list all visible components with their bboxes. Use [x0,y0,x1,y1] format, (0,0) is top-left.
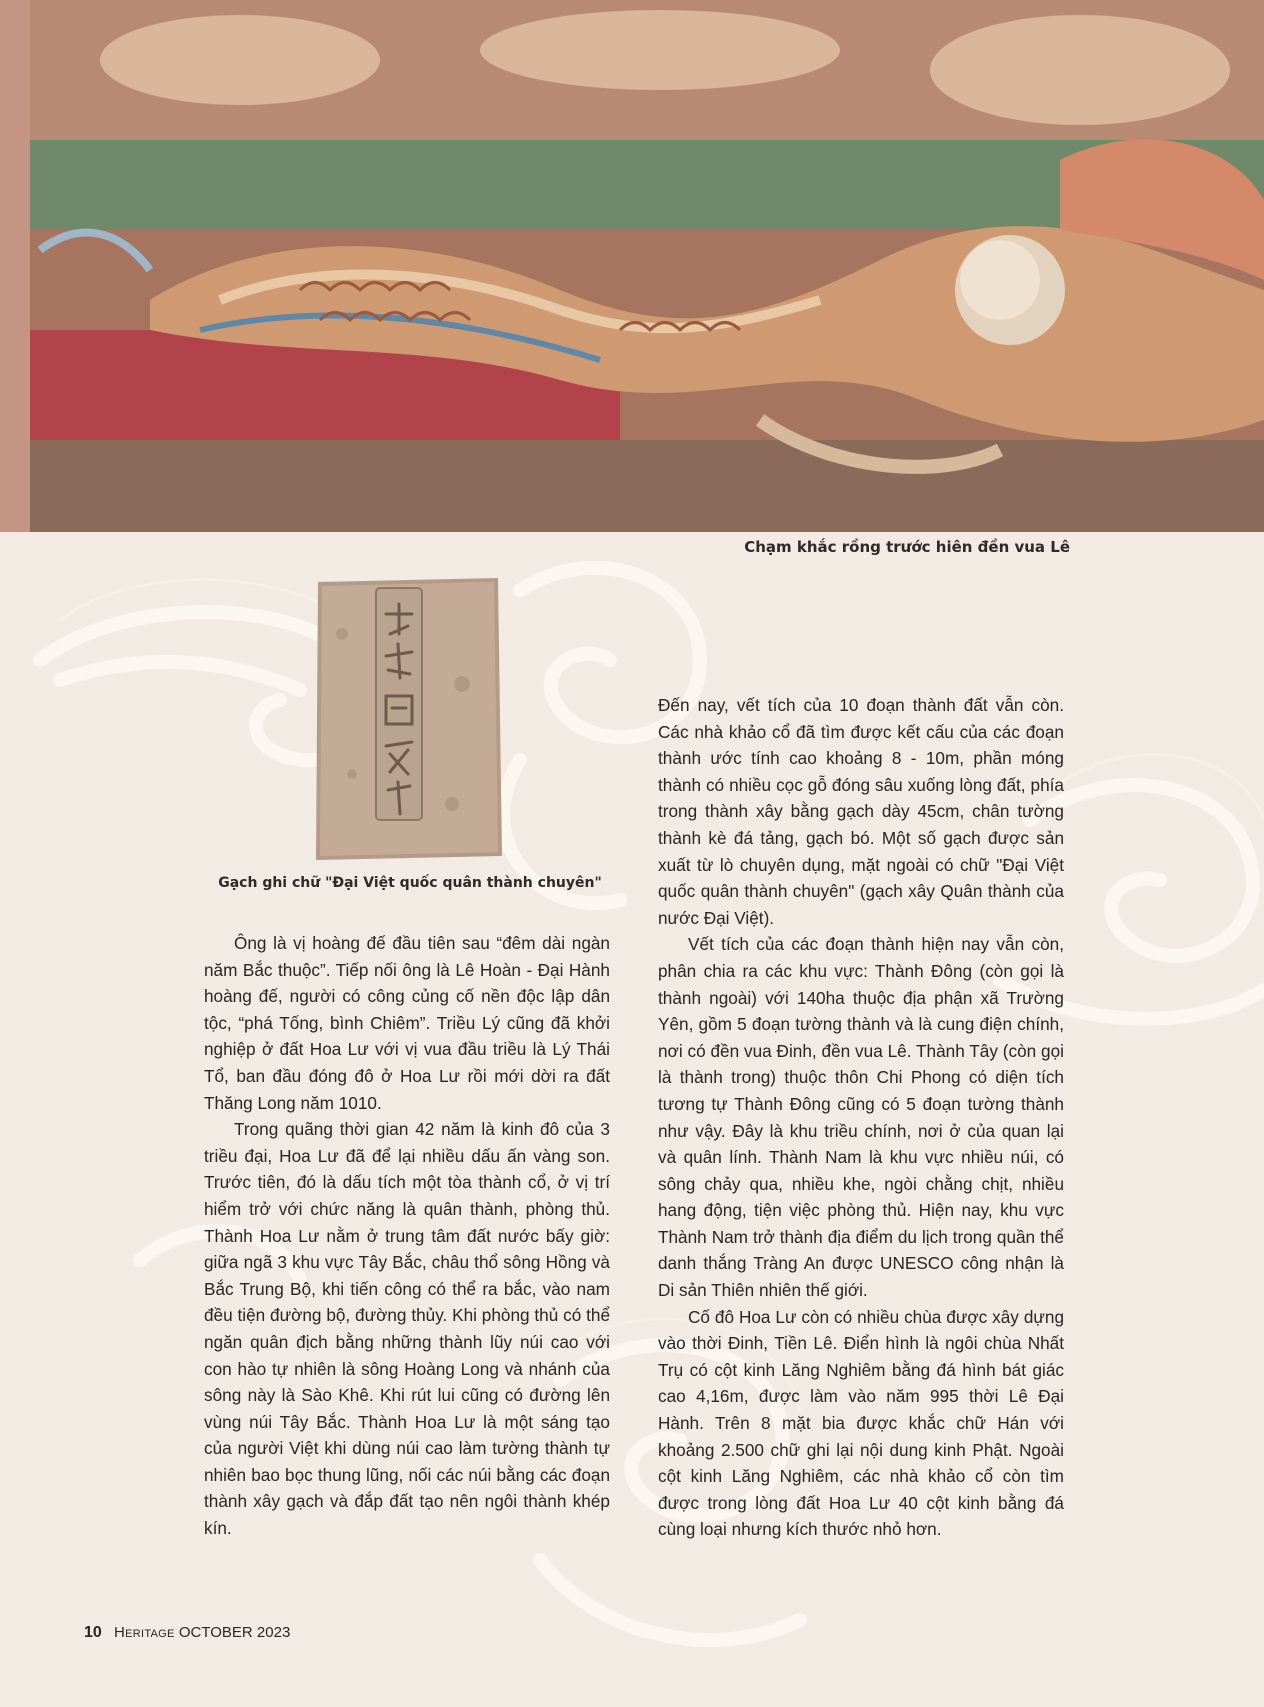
cloud-pattern-icon [0,560,1264,1707]
issue-date: OCTOBER 2023 [178,1624,291,1641]
paragraph: Cố đô Hoa Lư còn có nhiều chùa được xây dựng vào thời Đinh, Tiền Lê. Điển hình là ngôi chùa Nhất Trụ có cột kinh Lăng Nghiêm bằng đá hình bát giác cao 4,16m, được làm vào năm 995 thời Lê Đại Hành. Trên 8 mặt bia được khắc chữ Hán với khoảng 2.500 chữ ghi lại nội dung kinh Phật. Ngoài cột kinh Lăng Nghiêm, các nhà khảo cổ còn tìm được trong lòng đất Hoa Lư 40 cột kinh bằng đá cùng loại nhưng kích thước nhỏ hơn. [658,1306,1064,1540]
paragraph: Trong quãng thời gian 42 năm là kinh đô của 3 triều đại, Hoa Lư đã để lại nhiều dấu ấn vàng son. Trước tiên, đó là dấu tích một tòa thành cổ, ở vị trí hiểm trở với chức năng là quân thành, phòng thủ. Thành Hoa Lư nằm ở trung tâm đất nước bấy giờ: giữa ngã 3 khu vực Tây Bắc, châu thổ sông Hồng và Bắc Trung Bộ, khi tiến công có thể ra bắc, vào nam đều tiện đường bộ, đường thủy. Khi phòng thủ có thể ngăn quân địch bằng những thành lũy núi cao với con hào tự nhiên là sông Hoàng Long và nhánh của sông này là Sào Khê. Khi rút lui cũng có đường lên vùng núi Tây Bắc. Thành Hoa Lư là một sáng tạo của người Việt khi dùng núi cao làm tường thành tự nhiên bao bọc thung lũng, nối các núi bằng các đoạn thành xây gạch và đắp đất tạo nên ngôi thành khép kín. [204,1119,610,1539]
brick-photo [312,574,504,862]
brick-photo-caption: Gạch ghi chữ "Đại Việt quốc quân thành chuyên" [218,875,602,891]
hero-photo-caption: Chạm khắc rồng trước hiên đền vua Lê [744,538,1070,556]
carved-dragon-photo-icon [0,0,1264,532]
hero-photo [0,0,1264,532]
inscribed-brick-photo-icon [312,574,504,862]
magazine-name: Heritage [113,1624,175,1641]
paragraph: Đến nay, vết tích của 10 đoạn thành đất vẫn còn. Các nhà khảo cổ đã tìm được kết cấu của các đoạn thành ước tính cao khoảng 8 - 10m, phần móng thành có nhiều cọc gỗ đóng sâu xuống lòng đất, phía trong thành xây bằng gạch dày 45cm, chân tường thành kè đá tảng, gạch bó. Một số gạch được sản xuất từ lò chuyên dụng, mặt ngoài có chữ "Đại Việt quốc quân thành chuyên" (gạch xây Quân thành của nước Đại Việt). [658,695,1064,928]
article-column-right [658,692,1064,1543]
page-number: 10 [84,1624,102,1641]
article-column-left [204,930,610,1542]
paragraph: Vết tích của các đoạn thành hiện nay vẫn còn, phân chia ra các khu vực: Thành Đông (còn gọi là thành ngoài) với 140ha thuộc địa phận xã Trường Yên, gồm 5 đoạn tường thành và là cung điện chính, nơi có đền vua Đinh, đền vua Lê. Thành Tây (còn gọi là thành trong) thuộc thôn Chi Phong có diện tích tương tự Thành Đông cũng có 5 đoạn tường thành như vậy. Đây là khu triều chính, nơi ở của quan lại và quân lính. Thành Nam là khu vực nhiều núi, có sông chảy qua, nhiều khe, ngòi chằng chịt, nhiều hang động, tiện việc phòng thủ. Hiện nay, khu vực Thành Nam trở thành địa điểm du lịch trong quần thể danh thắng Tràng An được UNESCO công nhận là Di sản Thiên nhiên thế giới. [658,934,1064,1301]
paragraph: Ông là vị hoàng đế đầu tiên sau “đêm dài ngàn năm Bắc thuộc”. Tiếp nối ông là Lê Hoàn - Đại Hành hoàng đế, người có công củng cố nền độc lập dân tộc, “phá Tống, bình Chiêm”. Triều Lý cũng đã khởi nghiệp ở đất Hoa Lư với vị vua đầu triều là Lý Thái Tổ, ban đầu đóng đô ở Hoa Lư rồi mới dời ra đất Thăng Long năm 1010. [204,933,610,1113]
page-footer [84,1624,290,1642]
